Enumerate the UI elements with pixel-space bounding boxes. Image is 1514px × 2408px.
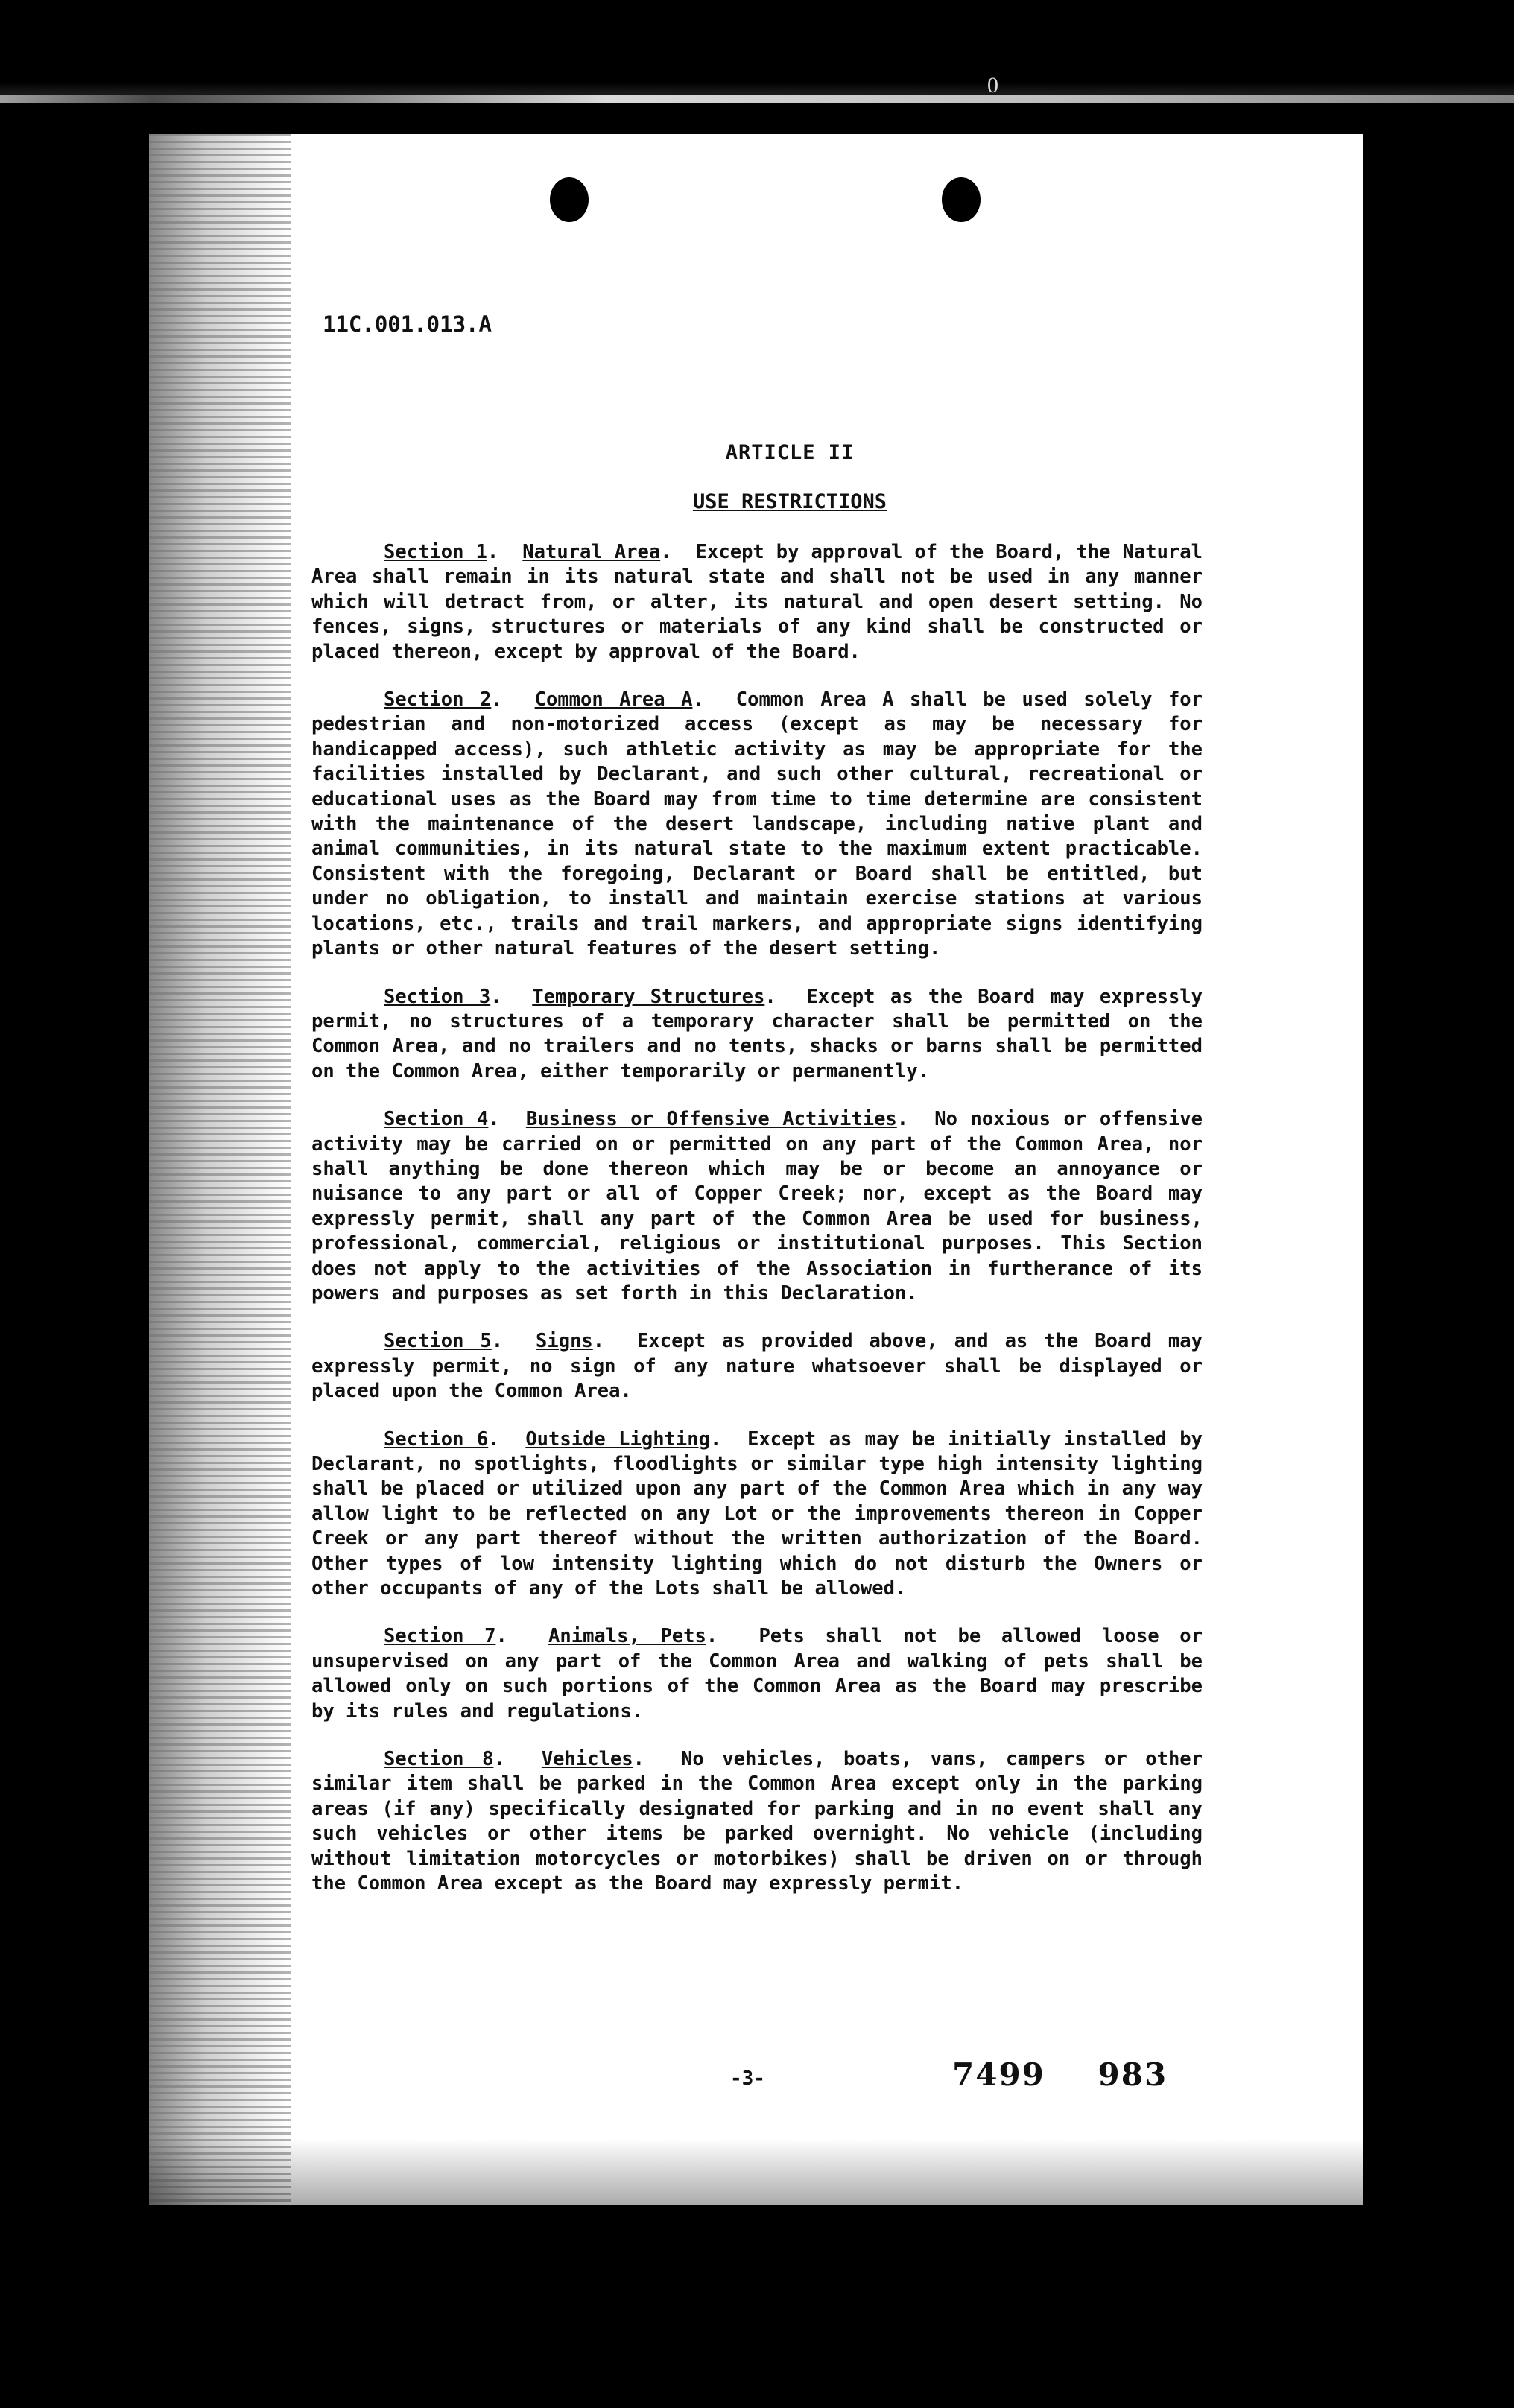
section-text: No vehicles, boats, vans, campers or other similar item shall be parked in the Common Area except only in the parking areas (if any) specifically designated for parking and in no event shall any such vehicles or other items be parked overnight. No vehicle (including without limitation motorcycles or motorbikes) shall be driven on or through the Common Area except as the Board may expressly permit. bbox=[311, 1748, 1203, 1895]
section-number: Section 4 bbox=[384, 1108, 489, 1131]
section-number: Section 2 bbox=[384, 688, 492, 712]
section-text: Except by approval of the Board, the Natural Area shall remain in its natural state and shall not be used in any manner which will detract from, or alter, its natural and open desert setting. No fences, signs, structures or materials of any kind shall be constructed or placed thereon, except by approval of the Board. bbox=[311, 541, 1203, 663]
section-number: Section 1 bbox=[384, 541, 487, 563]
section-title: Animals, Pets bbox=[548, 1625, 706, 1648]
section-number: Section 6 bbox=[384, 1428, 489, 1451]
section-text: Common Area A shall be used solely for pedestrian and non-motorized access (except as may be necessary for handicapped access), such athletic activity as may be appropriate for the facilities installed by Declarant, and such other cultural, recreational or educational uses as the Board may from time to time determine are consistent with the maintenance of the desert landscape, including native plant and animal communities, in its natural state to the maximum extent practicable. Consistent with the foregoing, Declarant or Board shall be entitled, but under no obligation, to install and maintain exercise stations at various locations, etc., trails and trail markers, and appropriate signs identifying plants or other natural features of the desert setting. bbox=[311, 688, 1203, 960]
section-2: Section 2. Common Area A. Common Area A shall be used solely for pedestrian and non-motorized access (except as may be necessary for handicapped access), such athletic activity as may be appropriate for the facilities installed by Declarant, and such other cultural, recreational or educational uses as the Board may from time to time determine are consistent with the maintenance of the desert landscape, including native plant and animal communities, in its natural state to the maximum extent practicable. Consistent with the foregoing, Declarant or Board shall be entitled, but under no obligation, to install and maintain exercise stations at various locations, etc., trails and trail markers, and appropriate signs identifying plants or other natural features of the desert setting. bbox=[311, 688, 1203, 960]
document-id: 11C.001.013.A bbox=[323, 311, 492, 337]
page-number: -3- bbox=[730, 2068, 765, 2090]
section-number: Section 8 bbox=[384, 1748, 494, 1771]
section-1: Section 1. Natural Area. Except by approval of the Board, the Natural Area shall remain in its natural state and shall not be used in any manner which will detract from, or alter, its natural and open desert setting. No fences, signs, structures or materials of any kind shall be constructed or placed thereon, except by approval of the Board. bbox=[311, 541, 1203, 663]
punch-hole-right bbox=[942, 177, 981, 222]
section-text: Except as provided above, and as the Board may expressly permit, no sign of any nature whatsoever shall be displayed or placed upon the Common Area. bbox=[311, 1330, 1203, 1403]
punch-hole-left bbox=[550, 177, 589, 222]
section-7: Section 7. Animals, Pets. Pets shall not be allowed loose or unsupervised on any part of the Common Area and walking of pets shall be allowed only on such portions of the Common Area as the Board may prescribe by its rules and regulations. bbox=[311, 1625, 1203, 1723]
section-3: Section 3. Temporary Structures. Except as the Board may expressly permit, no structures of a temporary character shall be permitted on the Common Area, and no trailers and no tents, shacks or barns shall be permitted on the Common Area, either temporarily or permanently. bbox=[311, 985, 1203, 1083]
section-title: Business or Offensive Activities bbox=[525, 1108, 897, 1131]
article-subtitle: USE RESTRICTIONS bbox=[692, 490, 887, 513]
scan-edge-line bbox=[0, 95, 1514, 103]
section-title: Common Area A bbox=[534, 688, 693, 712]
section-title: Vehicles bbox=[541, 1748, 633, 1771]
section-title: Natural Area bbox=[522, 541, 661, 563]
recording-reference: 7499 983 bbox=[952, 2056, 1168, 2093]
section-title: Signs bbox=[536, 1330, 593, 1353]
section-6: Section 6. Outside Lighting. Except as may be initially installed by Declarant, no spotlights, floodlights or similar type high intensity lighting shall be placed or utilized upon any part of the Common Area which in any way allow light to be reflected on any Lot or the improvements thereon in Copper Creek or any part thereof without the written authorization of the Board. Other types of low intensity lighting which do not disturb the Owners or other occupants of any of the Lots shall be allowed. bbox=[311, 1428, 1203, 1600]
section-4: Section 4. Business or Offensive Activities. No noxious or offensive activity may be carried on or permitted on any part of the Common Area, nor shall anything be done thereon which may be or become an annoyance or nuisance to any part or all of Copper Creek; nor, except as the Board may expressly permit, shall any part of the Common Area be used for business, professional, commercial, religious or institutional purposes. This Section does not apply to the activities of the Association in furtherance of its powers and purposes as set forth in this Declaration. bbox=[311, 1108, 1203, 1305]
section-text: Pets shall not be allowed loose or unsupervised on any part of the Common Area and walking of pets shall be allowed only on such portions of the Common Area as the Board may prescribe by its rules and regulations. bbox=[311, 1625, 1203, 1723]
section-number: Section 7 bbox=[384, 1625, 496, 1648]
section-number: Section 3 bbox=[384, 985, 491, 1008]
section-5: Section 5. Signs. Except as provided above, and as the Board may expressly permit, no sign of any nature whatsoever shall be displayed or placed upon the Common Area. bbox=[311, 1330, 1203, 1403]
section-title: Outside Lighting bbox=[525, 1428, 710, 1451]
stray-mark: 0 bbox=[987, 73, 998, 98]
section-text: Except as the Board may expressly permit, no structures of a temporary character shall be permitted on the Common Area, and no trailers and no tents, shacks or barns shall be permitted on the Common Area, either temporarily or permanently. bbox=[311, 985, 1203, 1083]
section-text: No noxious or offensive activity may be carried on or permitted on any part of the Common Area, nor shall anything be done thereon which may be or become an annoyance or nuisance to any part or all of Copper Creek; nor, except as the Board may expressly permit, shall any part of the Common Area be used for business, professional, commercial, religious or institutional purposes. This Section does not apply to the activities of the Association in furtherance of its powers and purposes as set forth in this Declaration. bbox=[311, 1108, 1203, 1305]
article-title: ARTICLE II bbox=[725, 441, 855, 464]
section-text: Except as may be initially installed by Declarant, no spotlights, floodlights or similar type high intensity lighting shall be placed or utilized upon any part of the Common Area which in any way allow light to be reflected on any Lot or the improvements thereon in Copper Creek or any part thereof without the written authorization of the Board. Other types of low intensity lighting which do not disturb the Owners or other occupants of any of the Lots shall be allowed. bbox=[311, 1428, 1203, 1600]
document-page bbox=[149, 134, 1363, 2205]
section-number: Section 5 bbox=[384, 1330, 492, 1353]
section-8: Section 8. Vehicles. No vehicles, boats, vans, campers or other similar item shall be parked in the Common Area except only in the parking areas (if any) specifically designated for parking and in no event shall any such vehicles or other items be parked overnight. No vehicle (including without limitation motorcycles or motorbikes) shall be driven on or through the Common Area except as the Board may expressly permit. bbox=[311, 1748, 1203, 1895]
document-body bbox=[311, 540, 1203, 1920]
section-title: Temporary Structures bbox=[532, 985, 765, 1008]
